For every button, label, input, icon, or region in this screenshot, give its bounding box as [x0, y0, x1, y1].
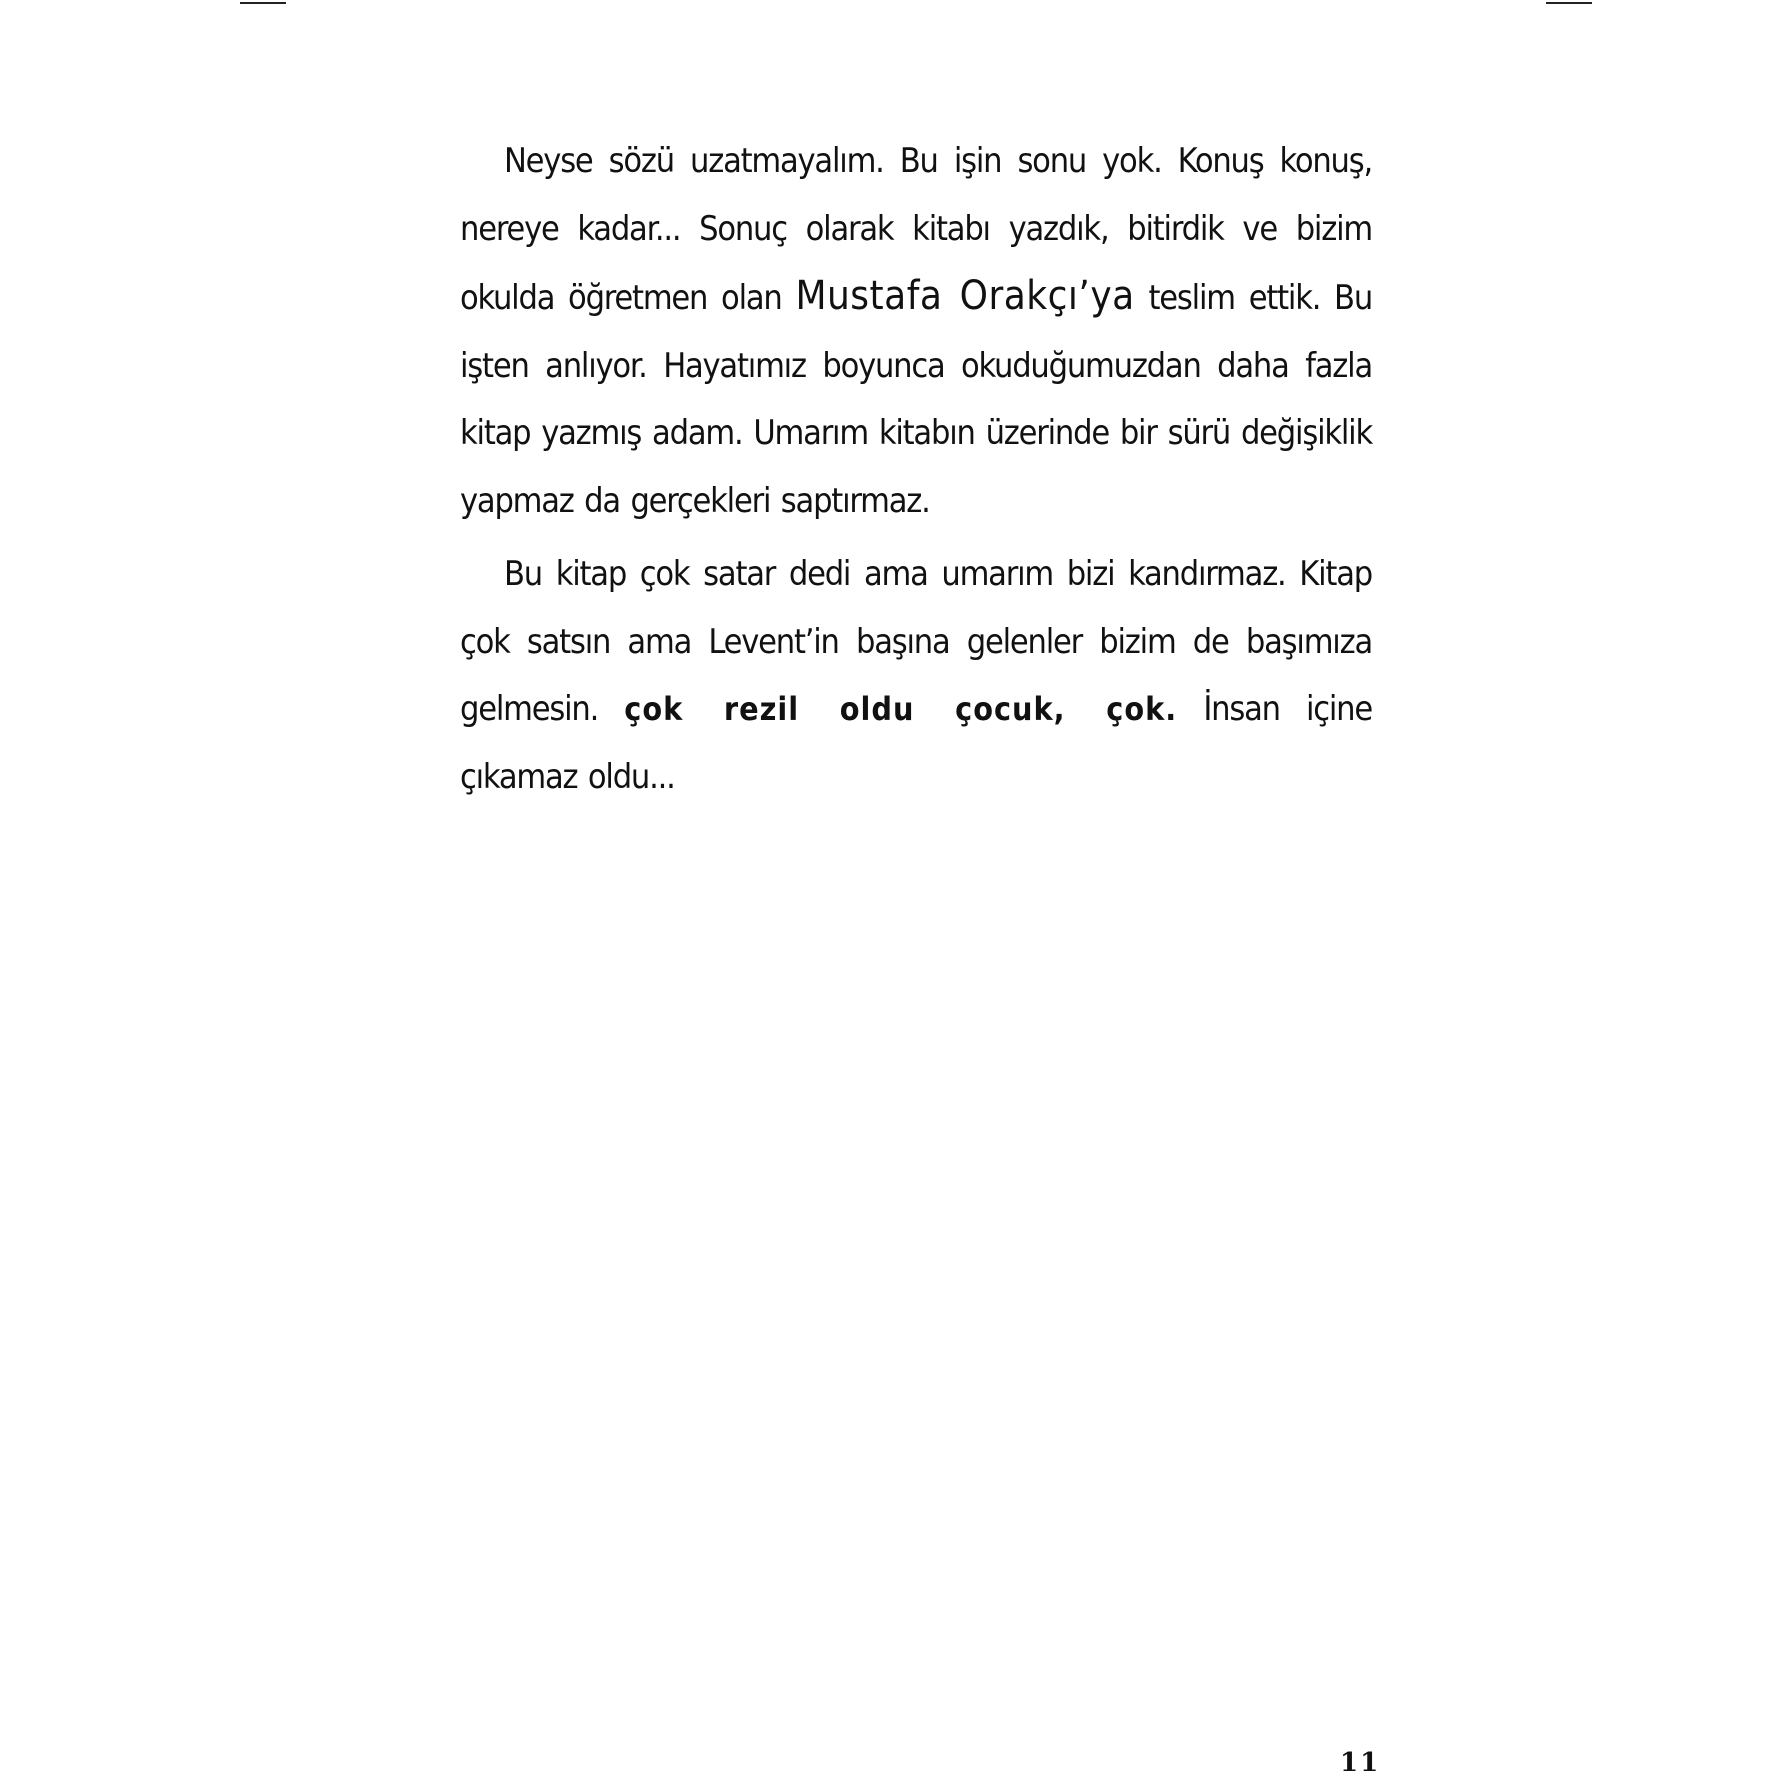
- crop-mark-left: [240, 2, 286, 4]
- paragraph-2-text-b: İnsan içine çıkamaz oldu...: [460, 689, 1372, 797]
- paragraph-1-name-emphasis: Mustafa Orakçı’ya: [795, 273, 1135, 319]
- paragraph-1: [460, 128, 1372, 535]
- paragraph-1-text-a: Neyse sözü uzatmayalım. Bu işin sonu yok. Konuş konuş, nereye kadar... Sonuç olarak kitabı yazdık, bitirdik ve bizim okulda öğretmen olan: [460, 141, 1372, 318]
- paragraph-2-text-a: Bu kitap çok satar dedi ama umarım bizi kandırmaz. Kitap çok satsın ama Levent’in başına gelenler bizim de başımıza gelmesin.: [460, 554, 1372, 729]
- paragraph-1-text-b: teslim ettik. Bu işten anlıyor. Hayatımız boyunca okuduğumuzdan daha fazla kitap yazmış adam. Umarım kitabın üzerinde bir sürü değişiklik yapmaz da gerçekleri saptırmaz.: [460, 278, 1373, 521]
- body-text: [460, 128, 1372, 817]
- paragraph-2: [460, 541, 1372, 811]
- page-number: 11: [1340, 1748, 1381, 1778]
- crop-mark-right: [1546, 2, 1592, 4]
- paragraph-2-bold-emphasis: çok rezil oldu çocuk, çok.: [624, 690, 1178, 728]
